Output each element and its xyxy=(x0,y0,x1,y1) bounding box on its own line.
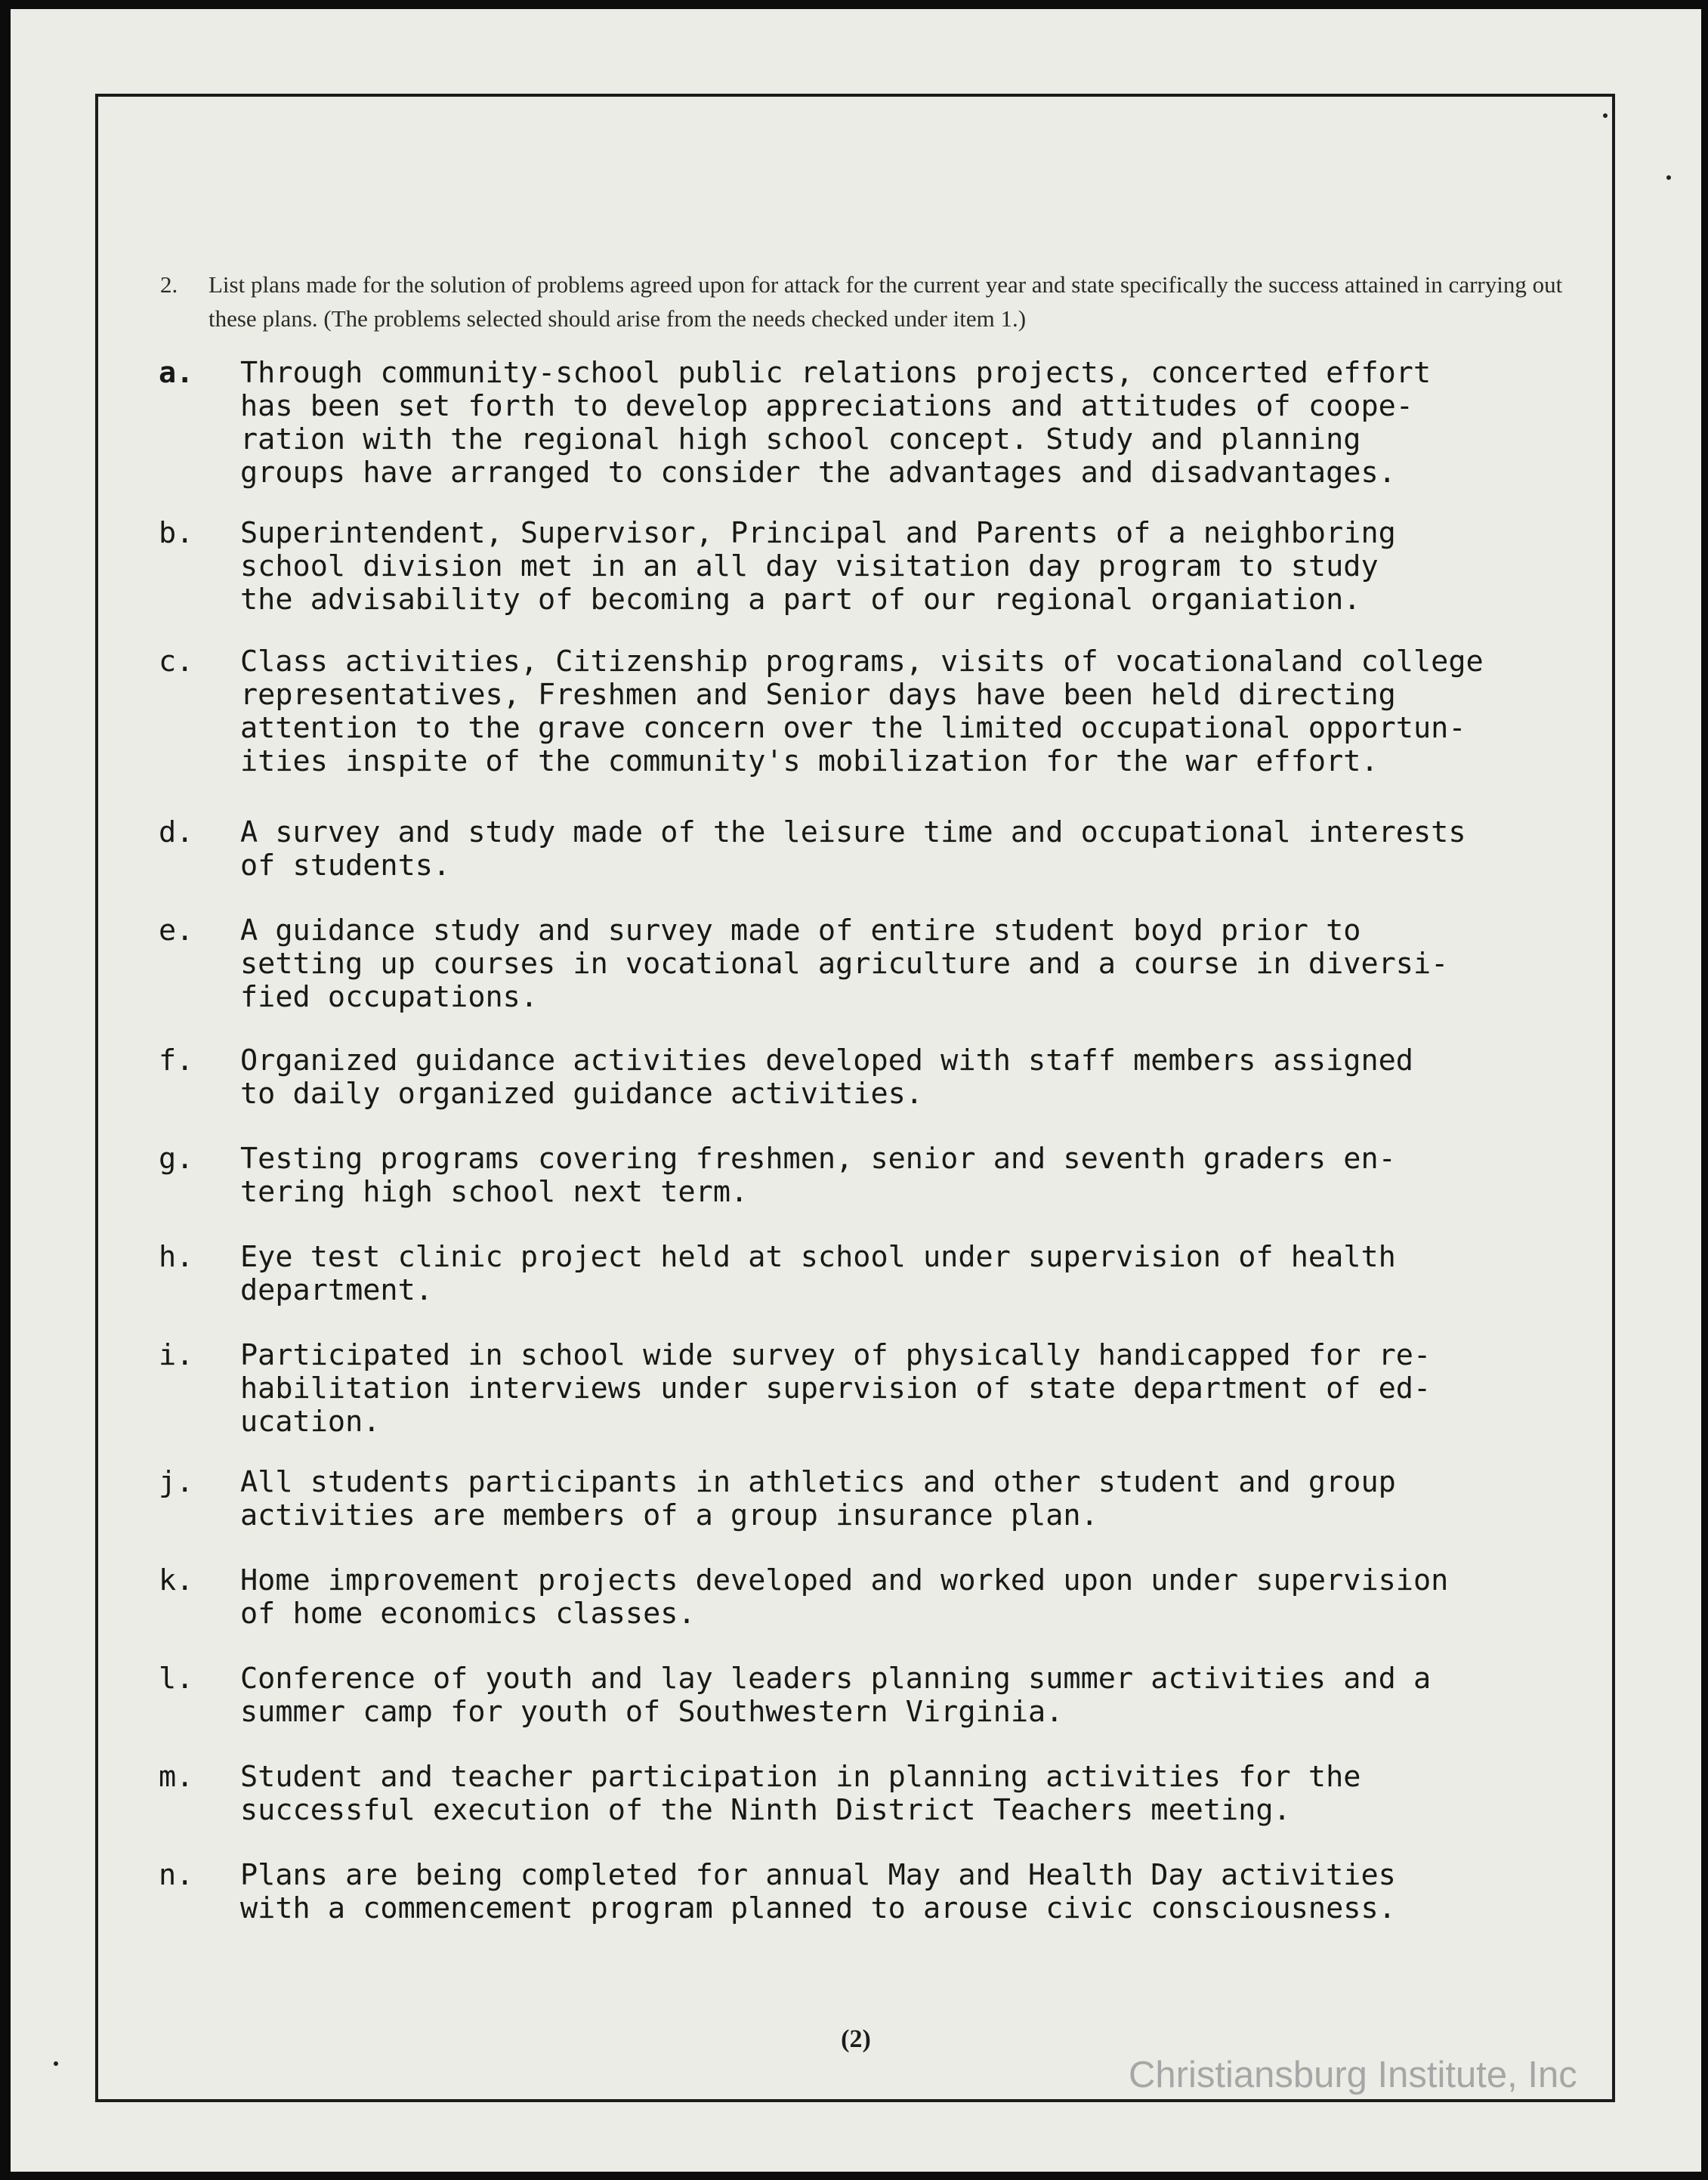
item-letter: g. xyxy=(159,1142,194,1176)
item-text: Organized guidance activities developed with staff members assigned to daily organized guidance activities. xyxy=(240,1044,1413,1111)
document-page xyxy=(11,9,1701,2172)
item-letter: m. xyxy=(159,1760,194,1794)
item-letter: j. xyxy=(159,1465,194,1499)
item-text: Plans are being completed for annual May and Health Day activities with a commencement program planned to arouse civic consciousness. xyxy=(240,1858,1396,1925)
item-letter: a. xyxy=(159,356,194,390)
item-text: Eye test clinic project held at school under supervision of health department. xyxy=(240,1240,1396,1307)
list-item xyxy=(159,914,1609,1014)
item-text: A guidance study and survey made of entire student boyd prior to setting up courses in vocational agriculture and a course in diversi- fied occupations. xyxy=(240,914,1449,1014)
list-item xyxy=(159,357,1609,490)
list-item xyxy=(159,645,1609,778)
item-letter: c. xyxy=(159,645,194,679)
item-text: Student and teacher participation in planning activities for the successful execution of the Ninth District Teachers meeting. xyxy=(240,1760,1361,1827)
watermark: Christiansburg Institute, Inc xyxy=(1129,2055,1577,2095)
item-letter: k. xyxy=(159,1563,194,1597)
ink-speck xyxy=(1666,175,1671,180)
list-item xyxy=(159,1044,1609,1111)
list-item xyxy=(159,1339,1609,1439)
list-item xyxy=(159,517,1609,617)
list-item xyxy=(159,1241,1609,1307)
instruction-number: 2. xyxy=(160,271,178,298)
item-text: Participated in school wide survey of physically handicapped for re- habilitation interviews under supervision of state department of ed- ucation. xyxy=(240,1338,1432,1439)
item-text: Testing programs covering freshmen, senior and seventh graders en- tering high school next term. xyxy=(240,1142,1396,1209)
item-text: Class activities, Citizenship programs, visits of vocationaland college representatives, Freshmen and Senior days have been held directing attention to the grave concern over the limited occupational opportun- ities inspite of the community's mobilization for the war effort. xyxy=(240,645,1484,778)
item-text: Through community-school public relations projects, concerted effort has been set forth to develop appreciations and attitudes of coope- ration with the regional high school concept. Study and planning groups have arranged to consider the advantages and disadvantages. xyxy=(240,356,1432,490)
list-item xyxy=(159,1859,1609,1925)
list-item xyxy=(159,816,1609,883)
item-text: All students participants in athletics and other student and group activities are members of a group insurance plan. xyxy=(240,1465,1396,1532)
ink-speck xyxy=(1603,113,1608,118)
item-letter: b. xyxy=(159,516,194,550)
item-letter: e. xyxy=(159,914,194,948)
item-text: Conference of youth and lay leaders planning summer activities and a summer camp for youth of Southwestern Virginia. xyxy=(240,1662,1432,1729)
item-letter: h. xyxy=(159,1240,194,1274)
list-item xyxy=(159,1564,1609,1631)
list-item xyxy=(159,1761,1609,1827)
item-letter: n. xyxy=(159,1858,194,1892)
instruction-text: List plans made for the solution of problems agreed upon for attack for the current year and state specifically the success attained in carrying out these plans. (The problems selected should arise from the needs checked under item 1.) xyxy=(208,271,1563,332)
item-text: Superintendent, Supervisor, Principal and Parents of a neighboring school division met in an all day visitation day program to study the advisability of becoming a part of our regional organiation. xyxy=(240,516,1396,617)
item-letter: f. xyxy=(159,1044,194,1078)
item-letter: i. xyxy=(159,1338,194,1372)
ink-speck xyxy=(54,2061,58,2066)
list-item xyxy=(159,1662,1609,1729)
item-letter: d. xyxy=(159,815,194,849)
list-item xyxy=(159,1143,1609,1209)
list-item xyxy=(159,1466,1609,1532)
page-number: (2) xyxy=(841,2025,871,2053)
item-letter: l. xyxy=(159,1662,194,1696)
instruction-paragraph xyxy=(160,267,1573,336)
item-text: Home improvement projects developed and worked upon under supervision of home economics classes. xyxy=(240,1563,1449,1631)
item-text: A survey and study made of the leisure time and occupational interests of students. xyxy=(240,815,1466,883)
